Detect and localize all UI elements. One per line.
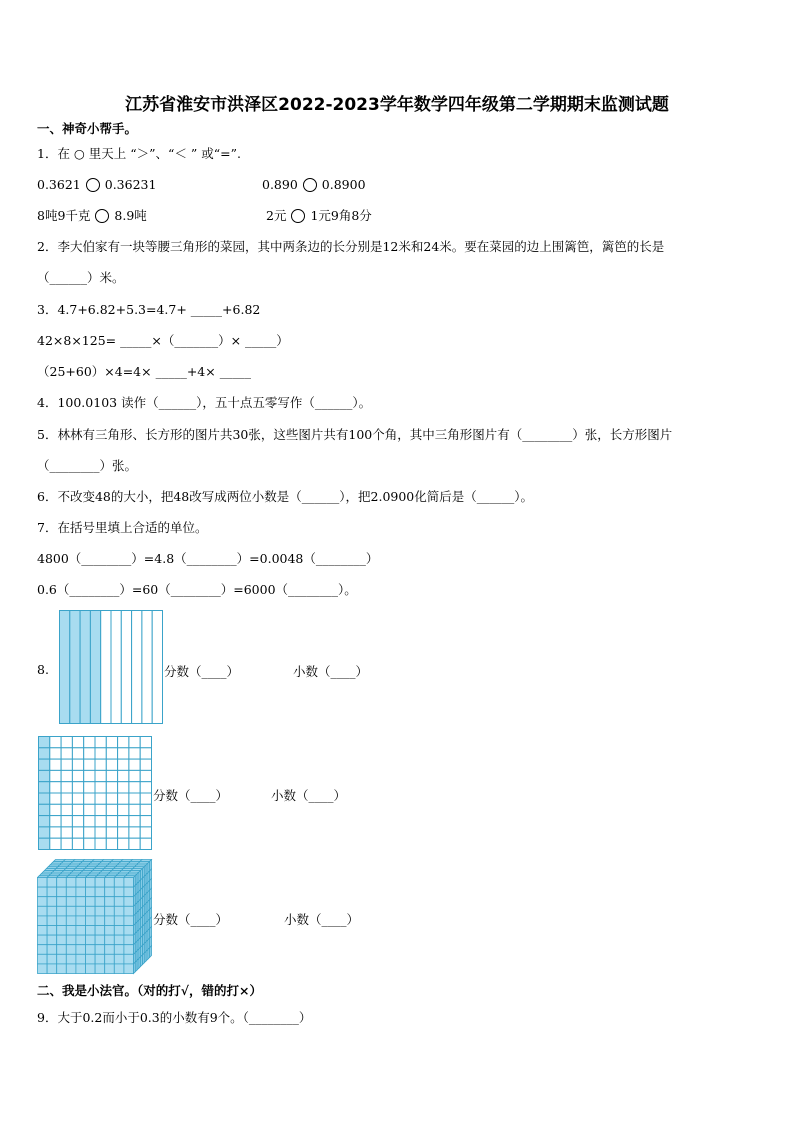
cube-front-cell: [124, 906, 134, 916]
cube-front-cell: [86, 926, 96, 936]
grid-cell: [106, 770, 117, 781]
grid-cell: [84, 782, 95, 793]
grid-cell: [50, 737, 61, 748]
section-1-heading: 一、神奇小帮手。: [37, 121, 138, 136]
cube-front-cell: [76, 878, 86, 888]
cube-front-cell: [86, 878, 96, 888]
cube-front-cell: [114, 964, 124, 974]
cube-front-cell: [66, 916, 76, 926]
cube-front-cell: [66, 926, 76, 936]
grid-cell: [106, 793, 117, 804]
q4-line: 4．100.0103 读作（______），五十点五零写作（______）。: [37, 395, 372, 410]
grid-cell: [118, 737, 129, 748]
grid-cell: [72, 827, 83, 838]
grid-cell: [129, 838, 140, 849]
cube-front-cell: [86, 935, 96, 945]
grid-cell: [118, 804, 129, 815]
q1-a-left: 0.3621: [37, 177, 81, 192]
grid-cell: [50, 793, 61, 804]
q8-number: 8.: [37, 662, 49, 677]
hundred-grid: [38, 736, 152, 850]
grid-cell: [84, 793, 95, 804]
cube-front-cell: [76, 945, 86, 955]
grid-cell: [118, 782, 129, 793]
cube-front-cell: [47, 926, 57, 936]
cube-front-cell: [57, 878, 67, 888]
grid-cell: [95, 816, 106, 827]
strip-cell: [70, 611, 80, 724]
grid-cell: [129, 804, 140, 815]
grid-cell: [118, 816, 129, 827]
cube-front-cell: [95, 887, 105, 897]
cube-front-cell: [124, 897, 134, 907]
strip-cell: [152, 611, 162, 724]
cube-front-cell: [66, 964, 76, 974]
cube-front-cell: [114, 926, 124, 936]
grid-cell: [140, 770, 151, 781]
grid-cell: [129, 782, 140, 793]
q8-fig2-fraction-label: 分数（____）: [153, 788, 229, 803]
grid-cell: [129, 748, 140, 759]
cube-front-cell: [105, 916, 115, 926]
grid-cell: [140, 827, 151, 838]
grid-cell: [84, 748, 95, 759]
q8-cube-figure: [37, 859, 153, 975]
page-title: 江苏省淮安市洪泽区2022-2023学年数学四年级第二学期期末监测试题: [125, 95, 669, 115]
q2-line-1: 2．李大伯家有一块等腰三角形的菜园，其中两条边的长分别是12米和24米。要在菜园的边上围篱笆，篱笆的长是: [37, 239, 665, 254]
q1-c-left: 8吨9千克: [37, 208, 91, 223]
q8-fig3-fraction-label: 分数（____）: [153, 912, 229, 927]
grid-cell: [39, 793, 50, 804]
grid-cell: [39, 759, 50, 770]
cube-front-cell: [86, 897, 96, 907]
grid-cell: [95, 737, 106, 748]
cube-front-cell: [95, 964, 105, 974]
grid-cell: [61, 737, 72, 748]
grid-cell: [39, 737, 50, 748]
section-2-heading: 二、我是小法官。（对的打√，错的打×）: [37, 983, 262, 998]
grid-cell: [106, 816, 117, 827]
grid-cell: [61, 804, 72, 815]
cube-front-cell: [124, 945, 134, 955]
grid-cell: [106, 737, 117, 748]
q1-b-left: 0.890: [262, 177, 298, 192]
cube-front-cell: [38, 897, 48, 907]
cube-front-cell: [124, 954, 134, 964]
q8-fig1-decimal-label: 小数（____）: [293, 664, 369, 679]
cube-front-cell: [57, 954, 67, 964]
grid-cell: [61, 759, 72, 770]
grid-cell: [61, 748, 72, 759]
cube-front-cell: [105, 964, 115, 974]
q3-line-2: 42×8×125= _____×（_______）× _____）: [37, 333, 289, 348]
cube-front-cell: [38, 964, 48, 974]
cube-front-cell: [47, 945, 57, 955]
q8-fig1-fraction-label: 分数（____）: [164, 664, 240, 679]
strip-cell: [132, 611, 142, 724]
cube-front-cell: [124, 964, 134, 974]
cube-front-cell: [57, 964, 67, 974]
grid-cell: [72, 838, 83, 849]
cube-front-cell: [76, 887, 86, 897]
cube-front-cell: [114, 916, 124, 926]
cube-front-cell: [57, 926, 67, 936]
cube-front-cell: [105, 878, 115, 888]
q3-line-3: （25+60）×4=4× _____+4× _____: [37, 364, 251, 379]
cube-front-cell: [86, 906, 96, 916]
grid-cell: [84, 770, 95, 781]
cube-front-cell: [38, 887, 48, 897]
cube-front-cell: [38, 916, 48, 926]
q2-line-2: （______）米。: [37, 270, 125, 285]
grid-cell: [118, 793, 129, 804]
grid-cell: [106, 748, 117, 759]
cube-front-cell: [124, 916, 134, 926]
q3-line-1: 3．4.7+6.82+5.3=4.7+ _____+6.82: [37, 302, 261, 317]
cube-front-cell: [86, 887, 96, 897]
cube-front-cell: [95, 935, 105, 945]
grid-cell: [140, 748, 151, 759]
cube-front-cell: [105, 945, 115, 955]
cube-front-cell: [57, 887, 67, 897]
grid-cell: [50, 816, 61, 827]
grid-cell: [95, 827, 106, 838]
cube-front-cell: [86, 954, 96, 964]
cube-front-cell: [47, 887, 57, 897]
grid-cell: [140, 793, 151, 804]
cube-front-cell: [47, 964, 57, 974]
cube-front-cell: [38, 926, 48, 936]
grid-cell: [95, 838, 106, 849]
q7-line-1: 4800（________）=4.8（________）=0.0048（________）: [37, 551, 379, 566]
cube-front-cell: [105, 897, 115, 907]
grid-cell: [50, 838, 61, 849]
compare-circle-icon[interactable]: [291, 209, 305, 223]
cube-front-cell: [76, 954, 86, 964]
cube-front-cell: [38, 878, 48, 888]
grid-cell: [61, 838, 72, 849]
cube-front-cell: [47, 906, 57, 916]
cube-front-cell: [114, 878, 124, 888]
grid-cell: [50, 804, 61, 815]
strip-cell: [111, 611, 121, 724]
grid-cell: [106, 827, 117, 838]
grid-cell: [39, 816, 50, 827]
grid-cell: [140, 782, 151, 793]
q1-b-right: 0.8900: [321, 177, 366, 192]
q5-line-1: 5．林林有三角形、长方形的图片共30张，这些图片共有100个角，其中三角形图片有（________）张，长方形图片: [37, 427, 673, 442]
grid-cell: [95, 759, 106, 770]
cube-front-cell: [95, 878, 105, 888]
cube-front-cell: [57, 906, 67, 916]
grid-cell: [106, 759, 117, 770]
q6-line: 6．不改变48的大小，把48改写成两位小数是（______），把2.0900化简后是（______）。: [37, 489, 534, 504]
grid-cell: [72, 770, 83, 781]
grid-cell: [106, 804, 117, 815]
cube-front-cell: [76, 926, 86, 936]
q1-d-left: 2元: [266, 208, 287, 223]
grid-cell: [95, 804, 106, 815]
q8-hundred-grid-figure: [38, 736, 152, 850]
grid-cell: [61, 816, 72, 827]
grid-cell: [50, 827, 61, 838]
grid-cell: [129, 827, 140, 838]
cube-front-cell: [38, 906, 48, 916]
grid-cell: [72, 748, 83, 759]
cube-front-cell: [114, 887, 124, 897]
strip-cell: [90, 611, 100, 724]
q8-strip-figure: [59, 610, 163, 724]
grid-cell: [39, 782, 50, 793]
q1-d-right: 1元9角8分: [310, 208, 372, 223]
strip-cell: [101, 611, 111, 724]
grid-cell: [72, 816, 83, 827]
grid-cell: [72, 804, 83, 815]
grid-cell: [39, 827, 50, 838]
compare-circle-icon[interactable]: [303, 178, 317, 192]
cube-front-cell: [76, 916, 86, 926]
cube-front-cell: [66, 945, 76, 955]
cube-front-cell: [124, 887, 134, 897]
q5-line-2: （________）张。: [37, 458, 138, 473]
grid-cell: [140, 804, 151, 815]
grid-cell: [129, 759, 140, 770]
q1-row-1b: [262, 177, 366, 193]
grid-cell: [140, 759, 151, 770]
cube-front-cell: [66, 906, 76, 916]
cube-front-cell: [47, 916, 57, 926]
grid-cell: [118, 770, 129, 781]
cube-front-cell: [57, 916, 67, 926]
grid-cell: [50, 782, 61, 793]
grid-cell: [95, 782, 106, 793]
strip-cell: [142, 611, 152, 724]
grid-cell: [39, 804, 50, 815]
cube-front-cell: [114, 897, 124, 907]
q7-line-2: 0.6（________）=60（________）=6000（________）。: [37, 582, 357, 597]
cube-front-cell: [47, 935, 57, 945]
cube-front-cell: [105, 954, 115, 964]
grid-cell: [39, 770, 50, 781]
grid-cell: [84, 737, 95, 748]
grid-cell: [84, 827, 95, 838]
cube-front-cell: [105, 906, 115, 916]
cube-front-cell: [38, 935, 48, 945]
cube-front-cell: [66, 935, 76, 945]
q1-row-1: [37, 177, 156, 193]
grid-cell: [61, 770, 72, 781]
q7-prompt: 7．在括号里填上合适的单位。: [37, 520, 208, 535]
grid-cell: [39, 838, 50, 849]
cube-front-cell: [95, 954, 105, 964]
q1-c-right: 8.9吨: [114, 208, 147, 223]
cube-front-cell: [76, 906, 86, 916]
grid-cell: [50, 748, 61, 759]
q1-row-2b: [266, 208, 372, 224]
cube-front-cell: [124, 935, 134, 945]
cube-front-cell: [38, 945, 48, 955]
cube-front-cell: [114, 906, 124, 916]
cube-front-cell: [95, 916, 105, 926]
cube-front-cell: [66, 887, 76, 897]
cube-front-cell: [76, 935, 86, 945]
cube-front-cell: [124, 878, 134, 888]
q9-line: 9．大于0.2而小于0.3的小数有9个。（________）: [37, 1010, 312, 1025]
cube-front-cell: [38, 954, 48, 964]
grid-cell: [95, 793, 106, 804]
cube-front-cell: [47, 897, 57, 907]
grid-cell: [106, 838, 117, 849]
cube-front-cell: [124, 926, 134, 936]
cube-front-cell: [47, 878, 57, 888]
grid-cell: [95, 748, 106, 759]
grid-cell: [84, 838, 95, 849]
cube-front-cell: [114, 945, 124, 955]
cube-front-cell: [95, 945, 105, 955]
cube-front-cell: [86, 916, 96, 926]
cube-front-cell: [105, 926, 115, 936]
cube-front-cell: [114, 954, 124, 964]
grid-cell: [95, 770, 106, 781]
strip-grid-figure: [59, 610, 163, 724]
grid-cell: [140, 816, 151, 827]
cube-front-cell: [105, 887, 115, 897]
cube-front-cell: [95, 906, 105, 916]
grid-cell: [118, 748, 129, 759]
grid-cell: [84, 759, 95, 770]
grid-cell: [129, 816, 140, 827]
grid-cell: [72, 759, 83, 770]
q1-prompt: 1．在 ○ 里天上 “＞”、“＜ ” 或“=”.: [37, 146, 242, 161]
grid-cell: [106, 782, 117, 793]
grid-cell: [61, 782, 72, 793]
compare-circle-icon[interactable]: [95, 209, 109, 223]
q1-a-right: 0.36231: [104, 177, 157, 192]
strip-cell: [60, 611, 70, 724]
grid-cell: [129, 737, 140, 748]
cube-front-cell: [86, 964, 96, 974]
grid-cell: [140, 838, 151, 849]
grid-cell: [61, 793, 72, 804]
cube-front-cell: [57, 897, 67, 907]
cube-front-cell: [57, 945, 67, 955]
cube-front-cell: [86, 945, 96, 955]
grid-cell: [50, 770, 61, 781]
strip-cell: [80, 611, 90, 724]
grid-cell: [61, 827, 72, 838]
compare-circle-icon[interactable]: [86, 178, 100, 192]
q8-fig3-decimal-label: 小数（____）: [284, 912, 360, 927]
cube-front-cell: [66, 878, 76, 888]
grid-cell: [140, 737, 151, 748]
grid-cell: [118, 827, 129, 838]
q8-fig2-decimal-label: 小数（____）: [271, 788, 347, 803]
cube-front-cell: [105, 935, 115, 945]
grid-cell: [129, 793, 140, 804]
grid-cell: [84, 804, 95, 815]
cube-front-cell: [66, 897, 76, 907]
q1-row-2: [37, 208, 147, 224]
grid-cell: [72, 793, 83, 804]
strip-cell: [121, 611, 131, 724]
cube-front-cell: [114, 935, 124, 945]
grid-cell: [118, 759, 129, 770]
cube-front-cell: [66, 954, 76, 964]
grid-cell: [84, 816, 95, 827]
cube-front-cell: [76, 964, 86, 974]
grid-cell: [72, 782, 83, 793]
cube-front-cell: [95, 897, 105, 907]
cube-side-cell: [150, 946, 152, 957]
grid-cell: [39, 748, 50, 759]
grid-cell: [50, 759, 61, 770]
cube-front-cell: [47, 954, 57, 964]
cube-front-cell: [95, 926, 105, 936]
thousand-cube: [37, 859, 153, 975]
grid-cell: [129, 770, 140, 781]
grid-cell: [72, 737, 83, 748]
cube-front-cell: [57, 935, 67, 945]
cube-front-cell: [76, 897, 86, 907]
grid-cell: [118, 838, 129, 849]
